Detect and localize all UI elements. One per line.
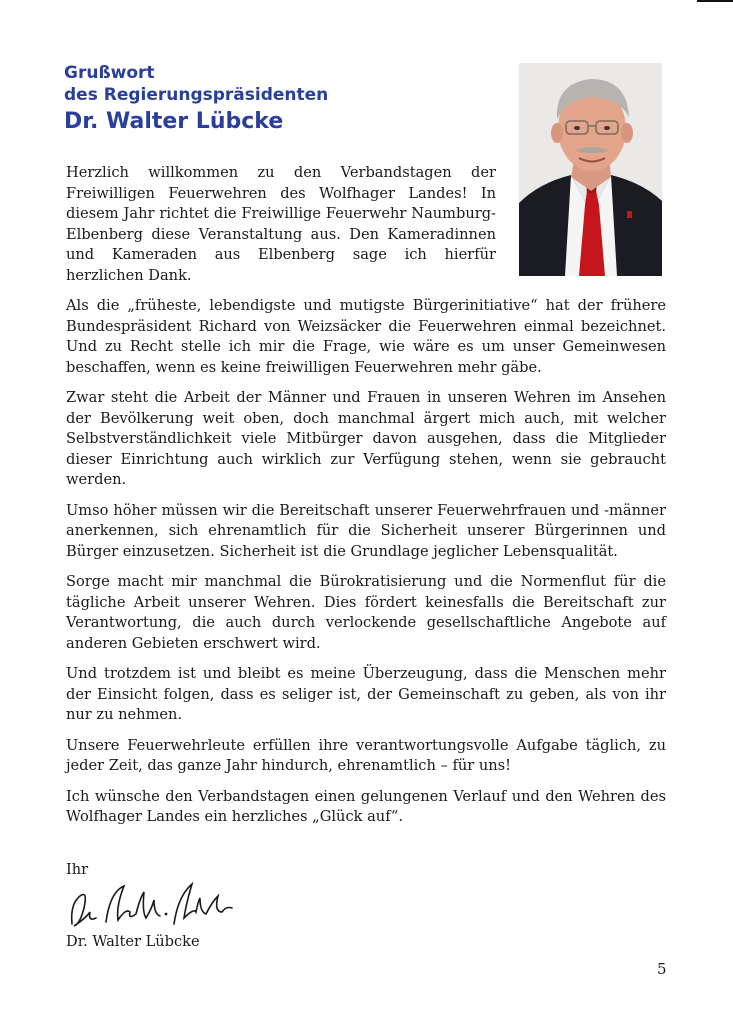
heading-line-2: des Regierungspräsidenten [64,85,329,105]
paragraph: Unsere Feuerwehrleute erfüllen ihre verantwortungsvolle Aufgabe täglich, zu jeder Zeit, das ganze Jahr hindurch, ehrenamtlich – für uns! [66,736,666,774]
heading-line-1: Grußwort [64,63,155,83]
signer-name: Dr. Walter Lübcke [66,933,200,950]
paragraph: Als die „früheste, lebendigste und mutigste Bürgerinitiative“ hat der frühere Bundespräsident Richard von Weizsäcker die Feuerwehren einmal bezeichnet. Und zu Recht stelle ich mir die Frage, wie wäre es um unser Gemeinwesen beschaffen, wenn es keine freiwilligen Feuerwehren mehr gäbe. [66,297,666,376]
handwritten-signature [66,878,236,938]
corner-rule [697,0,733,2]
greeting-heading [64,62,494,137]
letter-body [66,163,666,838]
paragraph: Zwar steht die Arbeit der Männer und Frauen in unseren Wehren im Ansehen der Bevölkerung weit oben, doch manchmal ärgert mich auch, mit welcher Selbstverständlichkeit viele Mitbürger davon ausgehen, dass die Mitglieder dieser Einrichtung auch wirklich zur Verfügung stehen, wenn sie gebraucht werden. [66,389,666,488]
paragraph: Herzlich willkommen zu den Verbandstagen der Freiwilligen Feuerwehren des Wolfhager Landes! In diesem Jahr richtet die Freiwillige Feuerwehr Naumburg-Elbenberg diese Veranstaltung aus. Den Kameradinnen und Kameraden aus Elbenberg sage ich hierfür herzlichen Dank. [66,164,496,284]
paragraph: Ich wünsche den Verbandstagen einen gelungenen Verlauf und den Wehren des Wolfhager Landes ein herzliches „Glück auf“. [66,787,666,825]
paragraph: Umso höher müssen wir die Bereitschaft unserer Feuerwehrfrauen und -männer anerkennen, sich ehrenamtlich für die Sicherheit unserer Bürgerinnen und Bürger einzusetzen. Sicherheit ist die Grundlage jeglicher Lebensqualität. [66,501,666,560]
heading-name: Dr. Walter Lübcke [64,109,284,134]
paragraph: Und trotzdem ist und bleibt es meine Überzeugung, dass die Menschen mehr der Einsicht folgen, dass es seliger ist, der Gemeinschaft zu geben, als von ihr nur zu nehmen. [66,665,666,723]
page-number: 5 [657,960,667,978]
closing-salutation: Ihr [66,861,89,878]
paragraph: Sorge macht mir manchmal die Bürokratisierung und die Normenflut für die tägliche Arbeit unserer Wehren. Dies fördert keinesfalls die Bereitschaft zur Verantwortung, die auch durch verlockende gesellschaftliche Angebote auf anderen Gebieten erschwert wird. [66,573,666,652]
